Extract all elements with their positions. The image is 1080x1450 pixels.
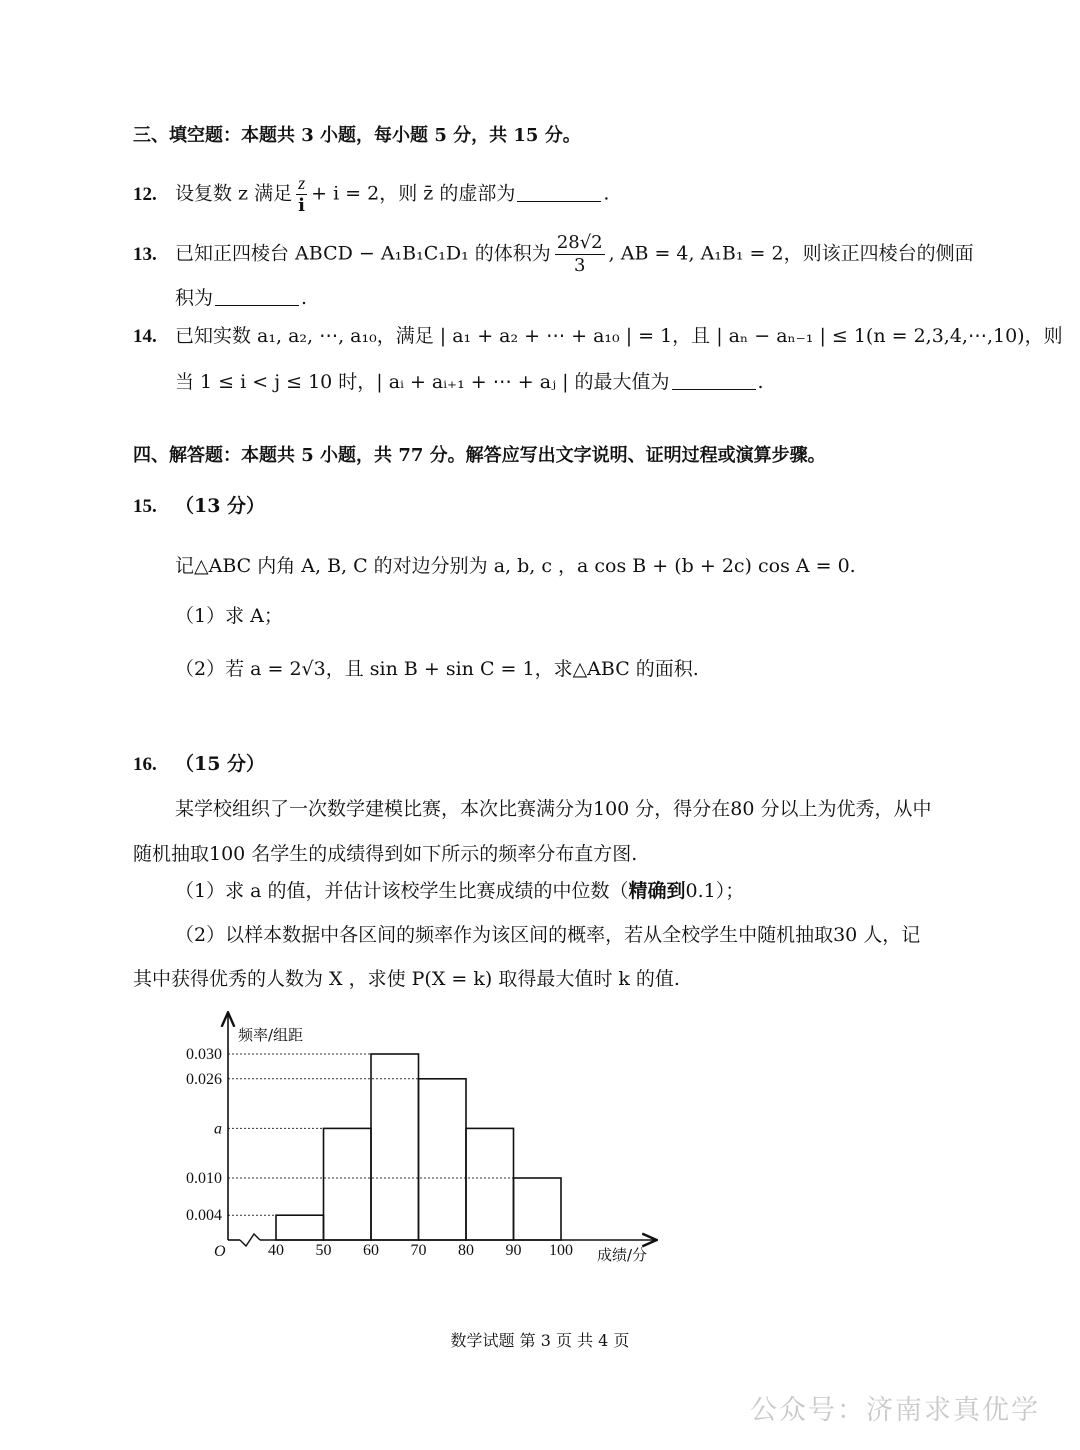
frequency-histogram — [160, 1010, 720, 1270]
q12-text-pre: 设复数 z 满足 — [175, 182, 293, 205]
answer-blank[interactable] — [672, 371, 756, 390]
answer-blank[interactable] — [215, 287, 299, 306]
histogram-bar — [419, 1079, 467, 1240]
question-16-header — [133, 752, 265, 777]
q15-stem: 记△ABC 内角 A, B, C 的对边分别为 a, b, c ，a cos B + (b + 2c) cos A = 0. — [175, 555, 856, 577]
question-13 — [133, 234, 974, 275]
q13-text-pre: 已知正四棱台 ABCD − A₁B₁C₁D₁ 的体积为 — [175, 242, 551, 265]
watermark: 公众号：济南求真优学 — [750, 1395, 1040, 1426]
histogram-bar — [276, 1215, 324, 1240]
y-tick-label: 0.026 — [186, 1070, 222, 1088]
q16-part-1-text-a: （1）求 a 的值，并估计该校学生比赛成绩的中位数（ — [175, 880, 629, 902]
axis-break — [240, 1234, 260, 1246]
q14-text-end: . — [757, 371, 764, 393]
q16-part-1-bold: 精确到 — [628, 880, 686, 902]
x-tick-label: 80 — [458, 1242, 474, 1259]
question-number: 16. — [133, 754, 157, 775]
q16-stem-line-1: 某学校组织了一次数学建模比赛，本次比赛满分为100 分，得分在80 分以上为优秀，从中 — [175, 798, 932, 820]
q16-part-2-line-2: 其中获得优秀的人数为 X ，求使 P(X = k) 取得最大值时 k 的值. — [133, 968, 680, 990]
question-15-header — [133, 494, 265, 519]
page-footer: 数学试题 第 3 页 共 4 页 — [450, 1331, 630, 1350]
question-score: （15 分） — [175, 753, 266, 775]
x-tick-label: 70 — [410, 1242, 427, 1259]
y-axis-label: 频率/组距 — [238, 1026, 304, 1044]
histogram-bar — [324, 1128, 372, 1240]
q13-text-end: . — [301, 287, 308, 309]
q13-fraction — [555, 234, 605, 275]
q14-text-line2: 当 1 ≤ i < j ≤ 10 时，| aᵢ + aᵢ₊₁ + ⋯ + aⱼ | 的最大值为 — [175, 371, 670, 393]
origin-label: O — [214, 1243, 226, 1260]
q13-text-mid: , AB = 4, A₁B₁ = 2，则该正四棱台的侧面 — [608, 242, 974, 265]
question-number: 13. — [133, 243, 157, 265]
section-3-heading: 三、填空题：本题共 3 小题，每小题 5 分，共 15 分。 — [133, 125, 581, 146]
q13-text-line2: 积为 — [175, 287, 214, 309]
x-tick-label: 100 — [549, 1242, 573, 1259]
q14-text-line1: 已知实数 a₁, a₂, ⋯, a₁₀，满足 | a₁ + a₂ + ⋯ + a₁₀ | = 1，且 | aₙ − aₙ₋₁ | ≤ 1(n = 2,3,4,⋯,10)，则 — [175, 325, 1063, 347]
answer-blank[interactable] — [517, 183, 601, 202]
fraction-numerator: 28√2 — [556, 232, 603, 253]
q16-part-1-text-b: 0.1）； — [685, 880, 745, 902]
q12-fraction — [296, 174, 307, 215]
fraction-numerator: z — [298, 173, 306, 193]
q16-part-2-line-1: （2）以样本数据中各区间的频率作为该区间的概率，若从全校学生中随机抽取30 人，记 — [175, 924, 921, 946]
x-axis-label: 成绩/分 — [597, 1246, 648, 1264]
question-score: （13 分） — [175, 495, 266, 517]
y-tick-label: 0.004 — [186, 1207, 222, 1225]
x-tick-label: 60 — [363, 1242, 379, 1259]
q15-part-2: （2）若 a = 2√3，且 sin B + sin C = 1，求△ABC 的面积. — [175, 658, 699, 680]
histogram-bar — [466, 1128, 514, 1240]
q12-text-end: . — [603, 182, 610, 205]
y-tick-label: a — [214, 1120, 222, 1138]
fraction-denominator: i — [298, 195, 306, 216]
histogram-bar — [514, 1178, 562, 1240]
x-tick-label: 90 — [505, 1242, 522, 1259]
q16-part-1 — [133, 879, 744, 903]
q15-part-1: （1）求 A； — [175, 605, 283, 627]
question-number: 15. — [133, 496, 157, 517]
question-14 — [133, 324, 1063, 349]
x-tick-label: 50 — [315, 1242, 332, 1259]
question-number: 12. — [133, 183, 157, 205]
histogram-bar — [371, 1054, 419, 1240]
q12-text-mid: + i = 2，则 z̄ 的虚部为 — [311, 182, 516, 205]
question-number: 14. — [133, 326, 157, 347]
x-tick-label: 40 — [268, 1242, 284, 1259]
y-tick-label: 0.010 — [186, 1170, 222, 1187]
question-13-line-2 — [133, 286, 307, 310]
y-tick-label: 0.030 — [186, 1046, 222, 1063]
question-12 — [133, 174, 609, 215]
fraction-denominator: 3 — [574, 255, 586, 276]
question-14-line-2 — [133, 370, 764, 394]
section-4-heading: 四、解答题：本题共 5 小题，共 77 分。解答应写出文字说明、证明过程或演算步骤。 — [133, 445, 826, 466]
q16-stem-line-2: 随机抽取100 名学生的成绩得到如下所示的频率分布直方图. — [133, 843, 638, 865]
